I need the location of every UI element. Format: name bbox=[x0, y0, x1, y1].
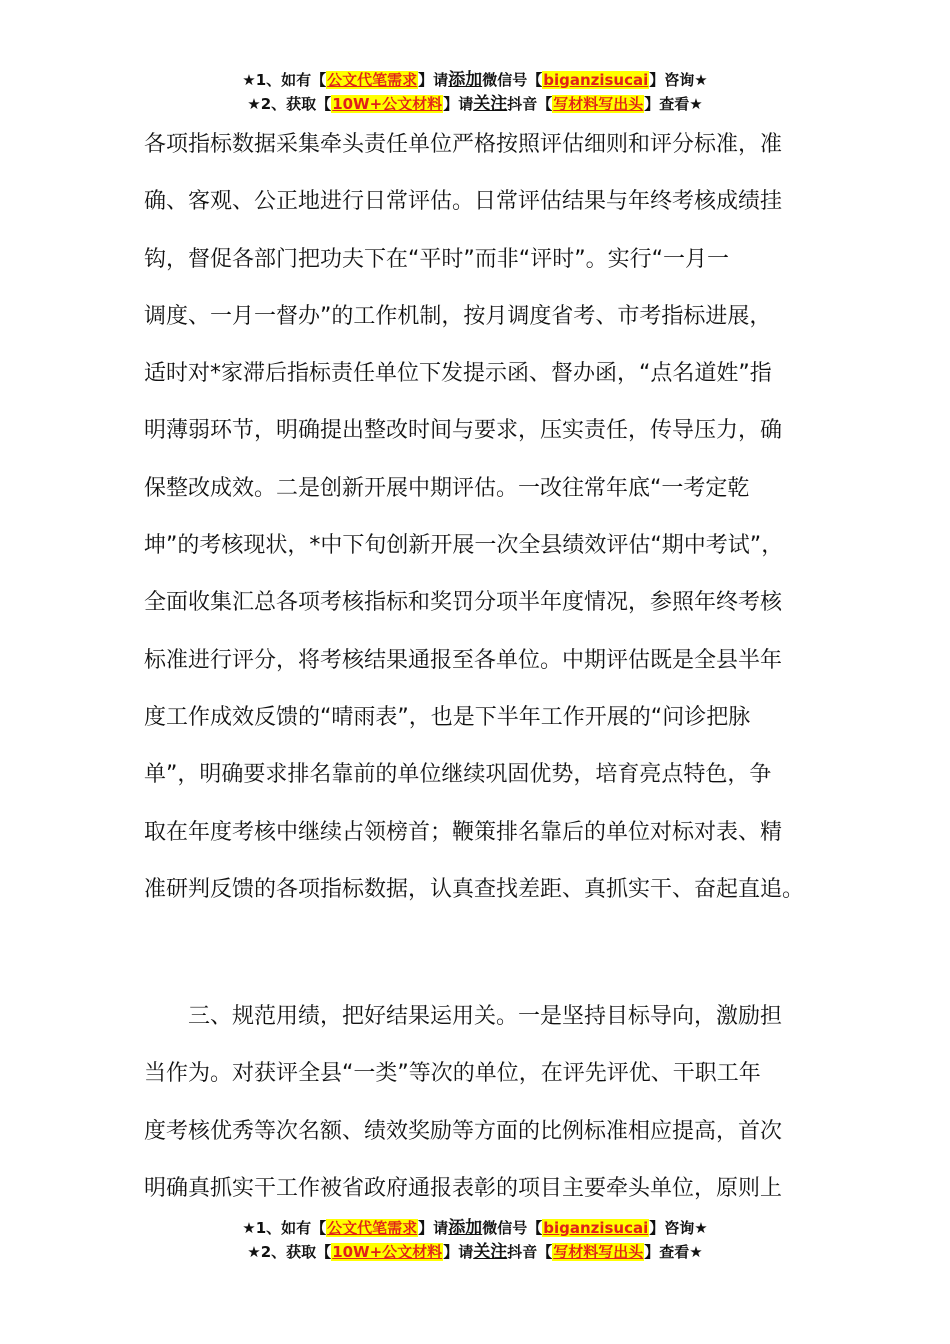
banner-text: 微信号【 bbox=[482, 71, 543, 89]
banner-highlight: 10W+公文材料 bbox=[332, 1243, 443, 1261]
text-line: 度考核优秀等次名额、绩效奖励等方面的比例标准相应提高，首次 bbox=[144, 1118, 783, 1144]
text-line: 坤”的考核现状，*中下旬创新开展一次全县绩效评估“期中考试”， bbox=[144, 533, 784, 559]
text-line: 明确真抓实干工作被省政府通报表彰的项目主要牵头单位，原则上 bbox=[144, 1175, 783, 1201]
banner-line-2 bbox=[0, 92, 950, 116]
banner-line-1 bbox=[0, 68, 950, 92]
banner-line-2 bbox=[0, 1240, 950, 1264]
paragraph-2 bbox=[144, 994, 824, 1223]
banner-text: 】咨询★ bbox=[649, 1219, 708, 1237]
banner-emphasis: 关注 bbox=[473, 94, 508, 114]
banner-highlight: biganzisucai bbox=[543, 71, 649, 89]
banner-line-1 bbox=[0, 1216, 950, 1240]
banner-text: 抖音【 bbox=[507, 95, 553, 113]
banner-text: 】请 bbox=[418, 1219, 449, 1237]
banner-text: ★2、获取【 bbox=[247, 95, 332, 113]
banner-emphasis: 添加 bbox=[448, 1218, 483, 1238]
banner-emphasis: 关注 bbox=[473, 1242, 508, 1262]
paragraph-1 bbox=[144, 122, 824, 924]
banner-text: 抖音【 bbox=[507, 1243, 553, 1261]
banner-text: 】查看★ bbox=[644, 1243, 703, 1261]
text-line: 当作为。对获评全县“一类”等次的单位，在评先评优、干职工年 bbox=[144, 1061, 761, 1087]
text-line: 确、客观、公正地进行日常评估。日常评估结果与年终考核成绩挂 bbox=[144, 189, 783, 215]
banner-text: 微信号【 bbox=[482, 1219, 543, 1237]
text-line: 单”，明确要求排名靠前的单位继续巩固优势，培育亮点特色，争 bbox=[144, 762, 772, 788]
text-line: 取在年度考核中继续占领榜首；鞭策排名靠后的单位对标对表、精 bbox=[144, 819, 783, 845]
banner-highlight: 写材料写出头 bbox=[553, 95, 644, 113]
banner-text: 】请 bbox=[418, 71, 449, 89]
banner-highlight: 公文代笔需求 bbox=[327, 1219, 418, 1237]
banner-highlight: 10W+公文材料 bbox=[332, 95, 443, 113]
text-line: 调度、一月一督办”的工作机制，按月调度省考、市考指标进展， bbox=[144, 303, 772, 329]
banner-text: 】咨询★ bbox=[649, 71, 708, 89]
text-line: 全面收集汇总各项考核指标和奖罚分项半年度情况，参照年终考核 bbox=[144, 590, 783, 616]
banner-text: ★1、如有【 bbox=[242, 71, 327, 89]
banner-text: 】请 bbox=[443, 1243, 474, 1261]
text-line: 各项指标数据采集牵头责任单位严格按照评估细则和评分标准，准 bbox=[144, 132, 783, 157]
text-line: 明薄弱环节，明确提出整改时间与要求，压实责任，传导压力，确 bbox=[144, 418, 783, 444]
banner-text: 】查看★ bbox=[644, 95, 703, 113]
text-line: 三、规范用绩，把好结果运用关。一是坚持目标导向，激励担 bbox=[144, 1004, 783, 1029]
header-banner bbox=[0, 68, 950, 116]
banner-text: ★1、如有【 bbox=[242, 1219, 327, 1237]
text-line: 钩，督促各部门把功夫下在“平时”而非“评时”。实行“一月一 bbox=[144, 246, 729, 272]
banner-highlight: biganzisucai bbox=[543, 1219, 649, 1237]
banner-text: ★2、获取【 bbox=[247, 1243, 332, 1261]
text-line: 准研判反馈的各项指标数据，认真查找差距、真抓实干、奋起直追。 bbox=[144, 876, 805, 902]
banner-highlight: 公文代笔需求 bbox=[327, 71, 418, 89]
banner-highlight: 写材料写出头 bbox=[553, 1243, 644, 1261]
text-line: 保整改成效。二是创新开展中期评估。一改往常年底“一考定乾 bbox=[144, 475, 750, 501]
footer-banner bbox=[0, 1216, 950, 1264]
text-line: 度工作成效反馈的“晴雨表”，也是下半年工作开展的“问诊把脉 bbox=[144, 704, 751, 730]
banner-text: 】请 bbox=[443, 95, 474, 113]
banner-emphasis: 添加 bbox=[448, 70, 483, 90]
text-line: 适时对*家滞后指标责任单位下发提示函、督办函，“点名道姓”指 bbox=[144, 361, 772, 387]
text-line: 标准进行评分，将考核结果通报至各单位。中期评估既是全县半年 bbox=[144, 647, 783, 673]
